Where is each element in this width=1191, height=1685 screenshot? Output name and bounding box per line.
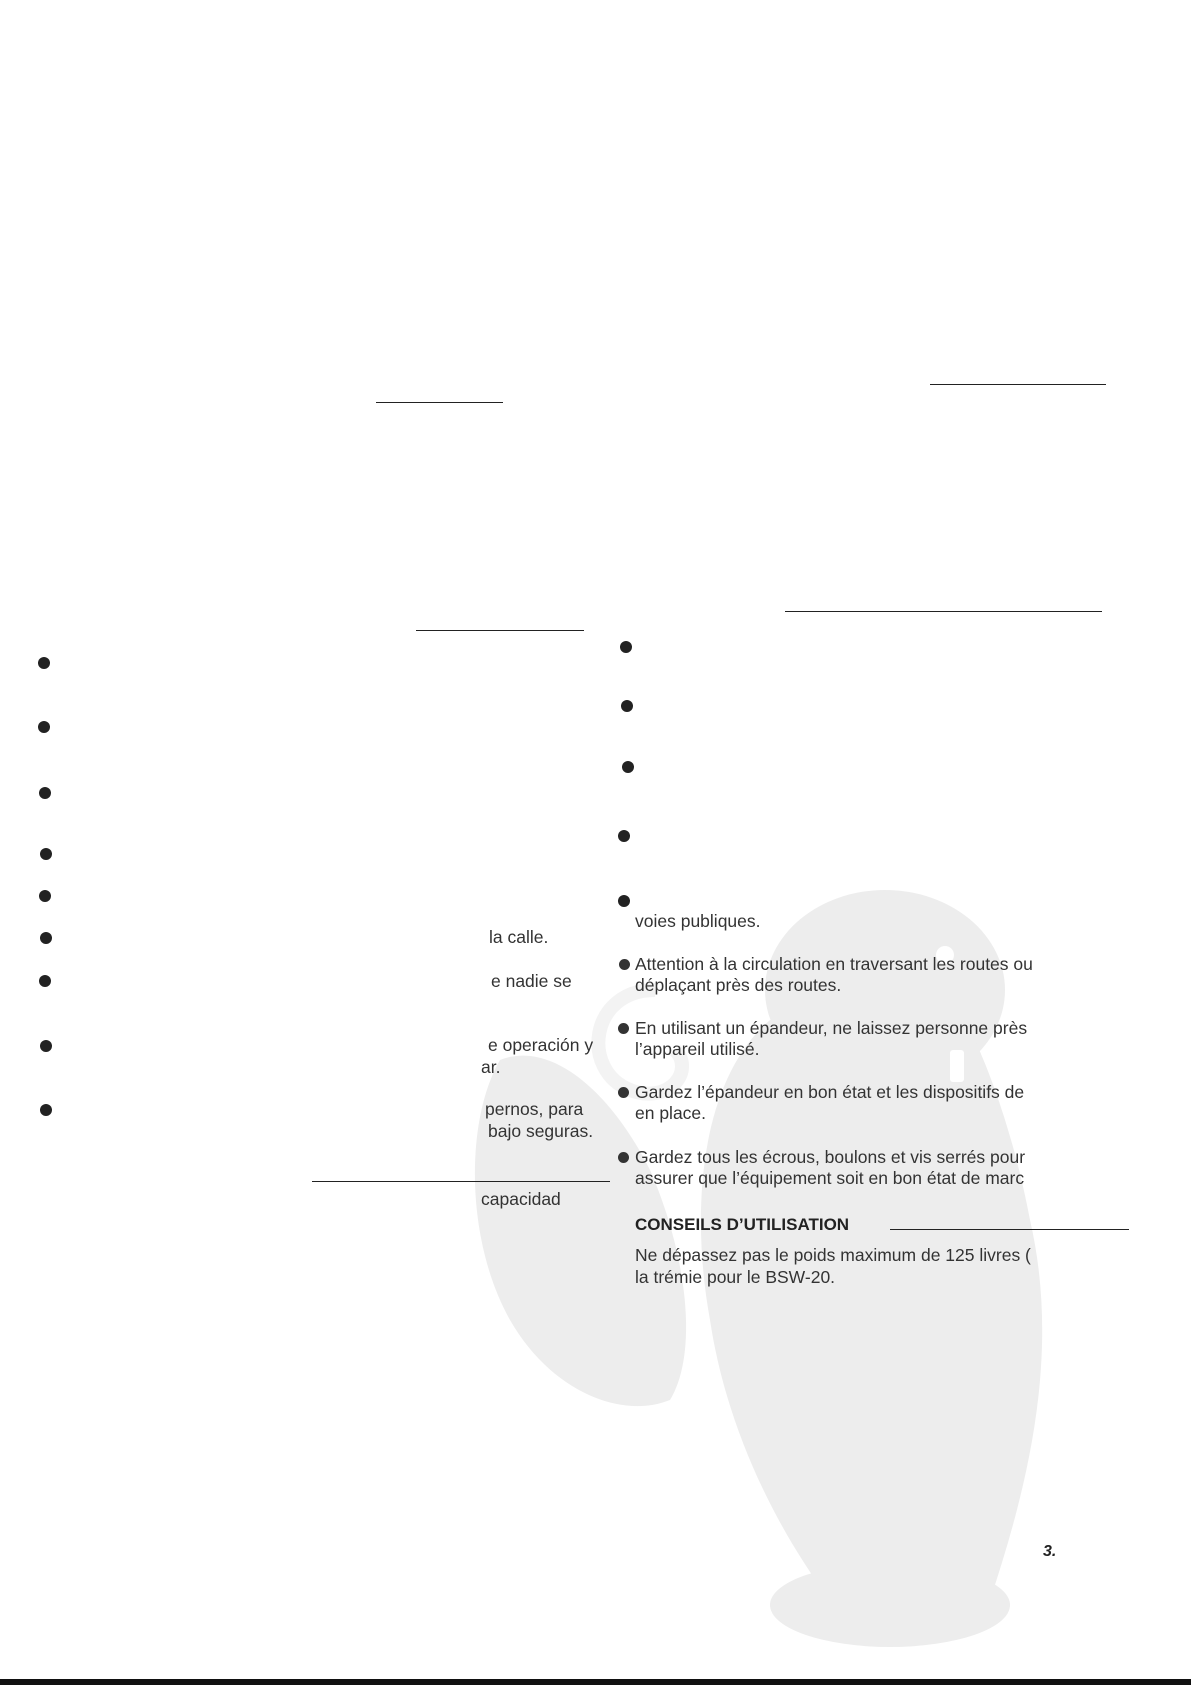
right-item-line: Attention à la circulation en traversant les routes ou	[635, 954, 1033, 974]
bottom-bar	[0, 1679, 1191, 1685]
heading-rule	[890, 1229, 1129, 1230]
bullet-dot	[38, 721, 50, 733]
bullet-dot	[618, 1087, 629, 1098]
left-fragment: pernos, para	[485, 1099, 584, 1119]
page-number: 3.	[1043, 1543, 1057, 1560]
left-fragment: e nadie se	[491, 971, 572, 991]
bullet-dot	[40, 1104, 52, 1116]
bullet-dot	[618, 1023, 629, 1034]
bullet-dot	[39, 975, 51, 987]
right-item-line: Gardez l’épandeur en bon état et les dispositifs de	[635, 1082, 1025, 1102]
heading-rule	[930, 384, 1106, 385]
bullet-dot	[621, 700, 633, 712]
left-fragment: la calle.	[489, 927, 549, 947]
tips-heading: CONSEILS D’UTILISATION	[635, 1215, 850, 1234]
tips-line: la trémie pour le BSW-20.	[635, 1267, 836, 1287]
left-fragment: bajo seguras.	[488, 1121, 594, 1141]
heading-rule	[785, 611, 1102, 612]
heading-rule	[416, 630, 584, 631]
right-item-line: voies publiques.	[635, 911, 761, 931]
left-fragment: ar.	[481, 1057, 501, 1077]
right-item-line: En utilisant un épandeur, ne laissez personne près	[635, 1018, 1028, 1038]
bullet-dot	[620, 641, 632, 653]
bullet-dot	[618, 830, 630, 842]
tips-line: Ne dépassez pas le poids maximum de 125 livres (	[635, 1245, 1031, 1265]
heading-rule	[312, 1181, 610, 1182]
left-fragment: e operación y	[488, 1035, 594, 1055]
left-fragment: capacidad	[481, 1189, 561, 1209]
bullet-dot	[40, 848, 52, 860]
right-item-line: en place.	[635, 1103, 707, 1123]
bullet-dot	[618, 895, 630, 907]
heading-rule	[376, 402, 503, 403]
right-item-line: Gardez tous les écrous, boulons et vis serrés pour	[635, 1147, 1026, 1167]
bullet-dot	[39, 787, 51, 799]
bullet-dot	[38, 657, 50, 669]
right-item-line: l’appareil utilisé.	[635, 1039, 760, 1059]
bullet-dot	[39, 890, 51, 902]
bullet-dot	[619, 959, 630, 970]
bullet-dot	[622, 761, 634, 773]
right-item-line: déplaçant près des routes.	[635, 975, 842, 995]
bullet-dot	[40, 932, 52, 944]
bullet-dot	[618, 1152, 629, 1163]
bullet-dot	[40, 1040, 52, 1052]
right-item-line: assurer que l’équipement soit en bon état de marc	[635, 1168, 1025, 1188]
